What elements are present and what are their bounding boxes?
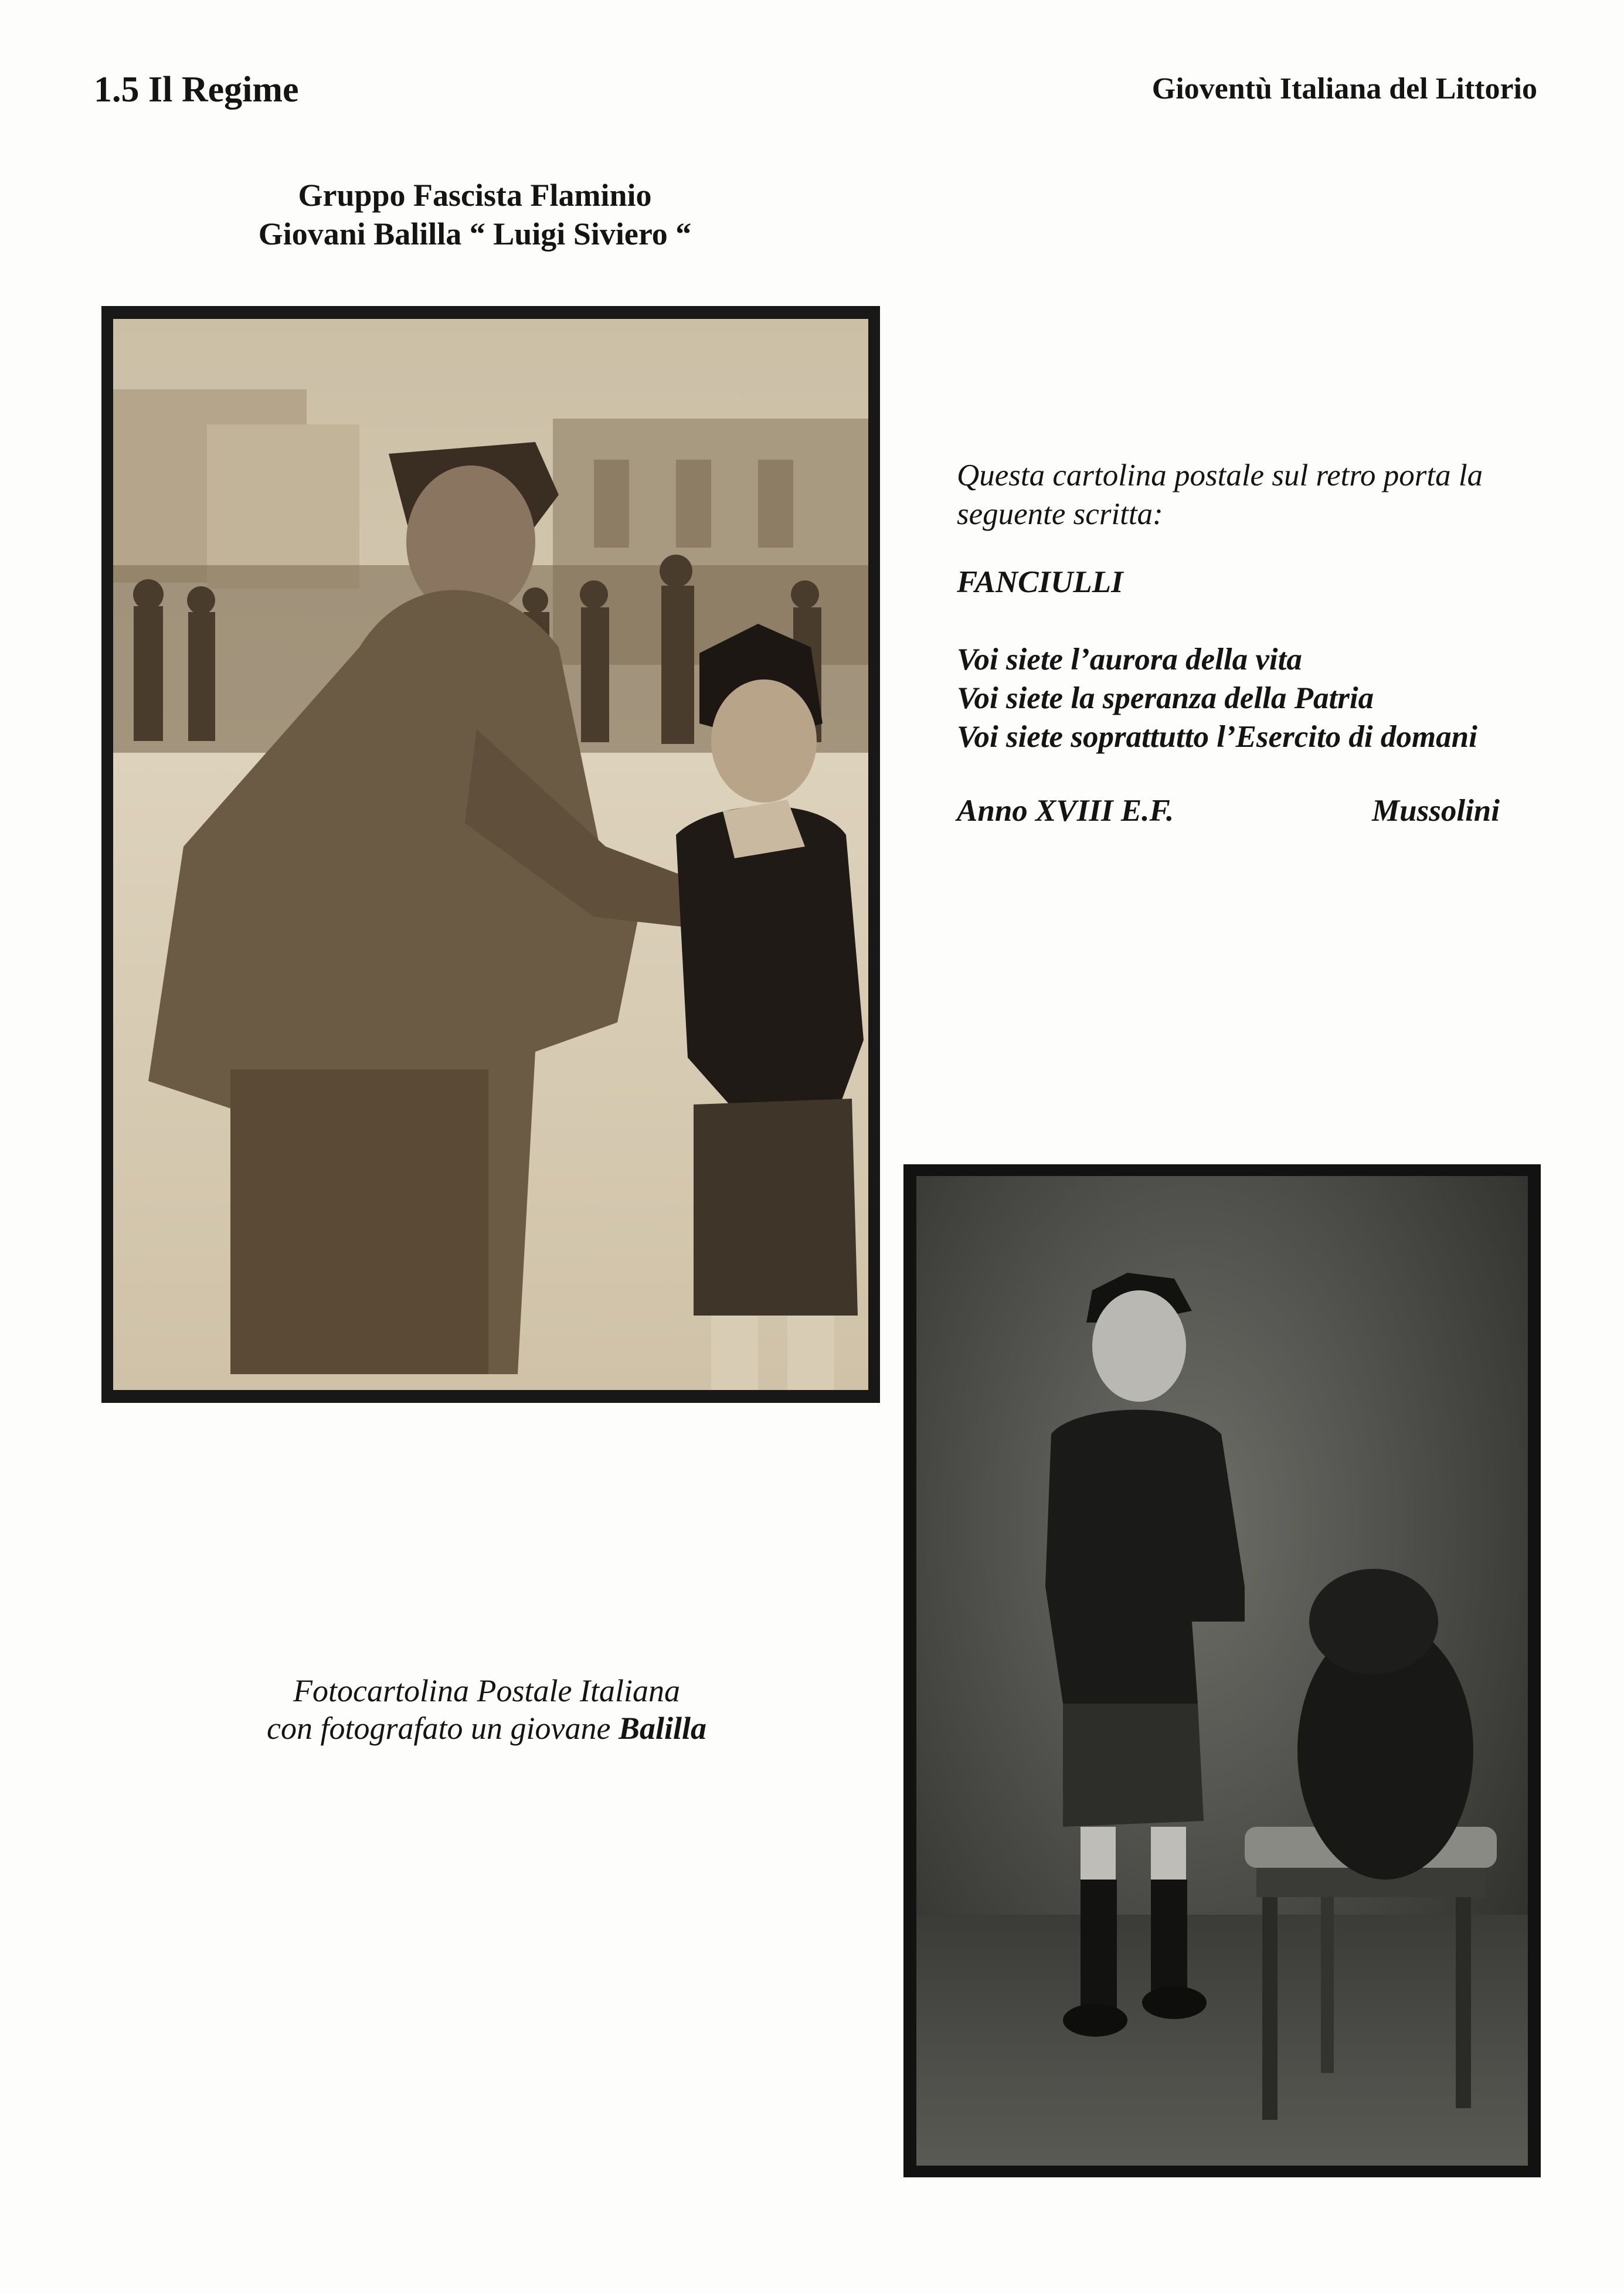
photo-frame-balilla	[903, 1164, 1541, 2177]
inscription-intro: Questa cartolina postale sul retro porta la seguente scritta:	[957, 458, 1483, 531]
photo-title-line1: Gruppo Fascista Flaminio	[298, 178, 652, 213]
photo-title	[94, 176, 856, 253]
caption-line1: Fotocartolina Postale Italiana	[293, 1673, 680, 1708]
photo-title-line2: Giovani Balilla “ Luigi Siviero “	[258, 216, 692, 252]
inscription-year: Anno XVIII E.F.	[957, 794, 1174, 828]
ceremony-photo	[113, 319, 868, 1390]
postcard-inscription	[957, 456, 1555, 830]
photo-frame-ceremony	[101, 306, 880, 1403]
page-header-topic: Gioventù Italiana del Littorio	[1151, 72, 1537, 106]
inscription-motto	[957, 640, 1555, 756]
inscription-signature	[957, 791, 1555, 830]
caption-line2	[193, 1710, 780, 1747]
inscription-heading: FANCIULLI	[957, 565, 1123, 599]
motto-line: Voi siete la speranza della Patria	[957, 681, 1374, 715]
caption-line2-text: con fotografato un giovane	[267, 1711, 619, 1746]
caption-line2-bold: Balilla	[618, 1711, 706, 1746]
motto-line: Voi siete l’aurora della vita	[957, 643, 1302, 677]
inscription-author: Mussolini	[1372, 794, 1500, 828]
section-title: 1.5 Il Regime	[94, 70, 299, 110]
balilla-portrait-photo	[916, 1176, 1528, 2166]
motto-line: Voi siete soprattutto l’Esercito di domani	[957, 720, 1477, 754]
photo-caption	[193, 1672, 780, 1747]
